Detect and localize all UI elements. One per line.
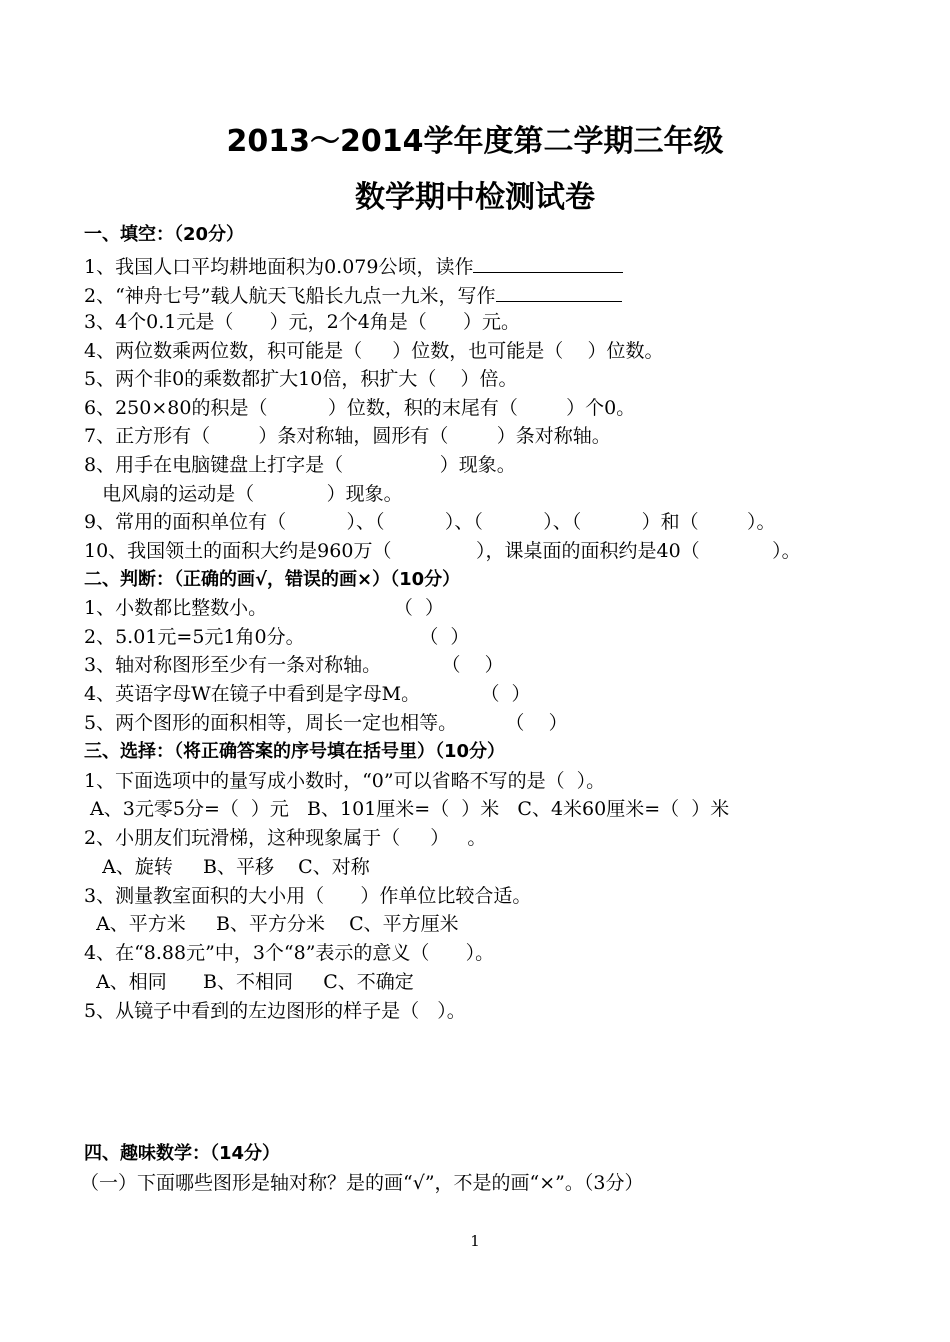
question-choice-5: 5、从镜子中看到的左边图形的样子是（ ）。 [84,1000,466,1022]
question-choice-2-options: A、旋转 B、平移 C、对称 [84,856,370,878]
section3-heading: 三、选择：（将正确答案的序号填在括号里）（10分） [84,741,506,762]
question-fill-2-text: 2、“神舟七号”载人航天飞船长九点一九米，写作 [84,285,496,307]
section4-heading: 四、趣味数学：（14分） [84,1143,281,1164]
question-fill-1 [84,252,623,280]
question-fill-8a: 8、用手在电脑键盘上打字是（ ）现象。 [84,454,516,476]
exam-title-line1: 2013～2014学年度第二学期三年级 [226,124,724,159]
question-judge-2: 2、5.01元=5元1角0分。 （ ） [84,626,470,648]
page-number: 1 [470,1232,480,1250]
question-fill-3: 3、4个0.1元是（ ）元，2个4角是（ ）元。 [84,311,521,333]
exam-title-line2: 数学期中检测试卷 [355,180,595,215]
question-judge-4: 4、英语字母W在镜子中看到是字母M。 （ ） [84,683,531,705]
question-fill-1-text: 1、我国人口平均耕地面积为0.079公顷，读作 [84,256,474,278]
question-judge-3: 3、轴对称图形至少有一条对称轴。 （ ） [84,654,504,676]
section2-heading: 二、判断：（正确的画√，错误的画×）（10分） [84,569,461,590]
question-fill-9: 9、常用的面积单位有（ ）、（ ）、（ ）、（ ）和（ ）。 [84,511,776,533]
question-fill-2 [84,281,622,309]
question-choice-3-options: A、平方米 B、平方分米 C、平方厘米 [84,913,459,935]
question-judge-1: 1、小数都比整数小。 （ ） [84,597,444,619]
question-fill-5: 5、两个非0的乘数都扩大10倍，积扩大（ ）倍。 [84,368,518,390]
question-fill-4: 4、两位数乘两位数，积可能是（ ）位数，也可能是（ ）位数。 [84,340,664,362]
question-choice-4: 4、在“8.88元”中，3个“8”表示的意义（ ）。 [84,942,495,964]
question-fill-10: 10、我国领土的面积大约是960万（ ），课桌面的面积约是40（ ）。 [84,540,801,562]
section4-subquestion-1: （一）下面哪些图形是轴对称？是的画“√”，不是的画“×”。（3分） [80,1172,644,1194]
question-choice-1-options: A、3元零5分=（ ）元 B、101厘米=（ ）米 C、4米60厘米=（ ）米 [84,798,730,820]
question-choice-2: 2、小朋友们玩滑梯，这种现象属于（ ） 。 [84,827,487,849]
question-choice-4-options: A、相同 B、不相同 C、不确定 [84,971,414,993]
answer-blank[interactable] [473,252,623,273]
section1-heading: 一、填空：（20分） [84,224,245,245]
question-choice-1: 1、下面选项中的量写成小数时，“0”可以省略不写的是（ ）。 [84,770,606,792]
question-choice-3: 3、测量教室面积的大小用（ ）作单位比较合适。 [84,885,532,907]
question-fill-8b: 电风扇的运动是（ ）现象。 [84,483,403,505]
answer-blank[interactable] [496,281,622,302]
question-judge-5: 5、两个图形的面积相等，周长一定也相等。 （ ） [84,712,568,734]
question-fill-7: 7、正方形有（ ）条对称轴，圆形有（ ）条对称轴。 [84,425,611,447]
question-fill-6: 6、250×80的积是（ ）位数，积的末尾有（ ）个0。 [84,397,636,419]
